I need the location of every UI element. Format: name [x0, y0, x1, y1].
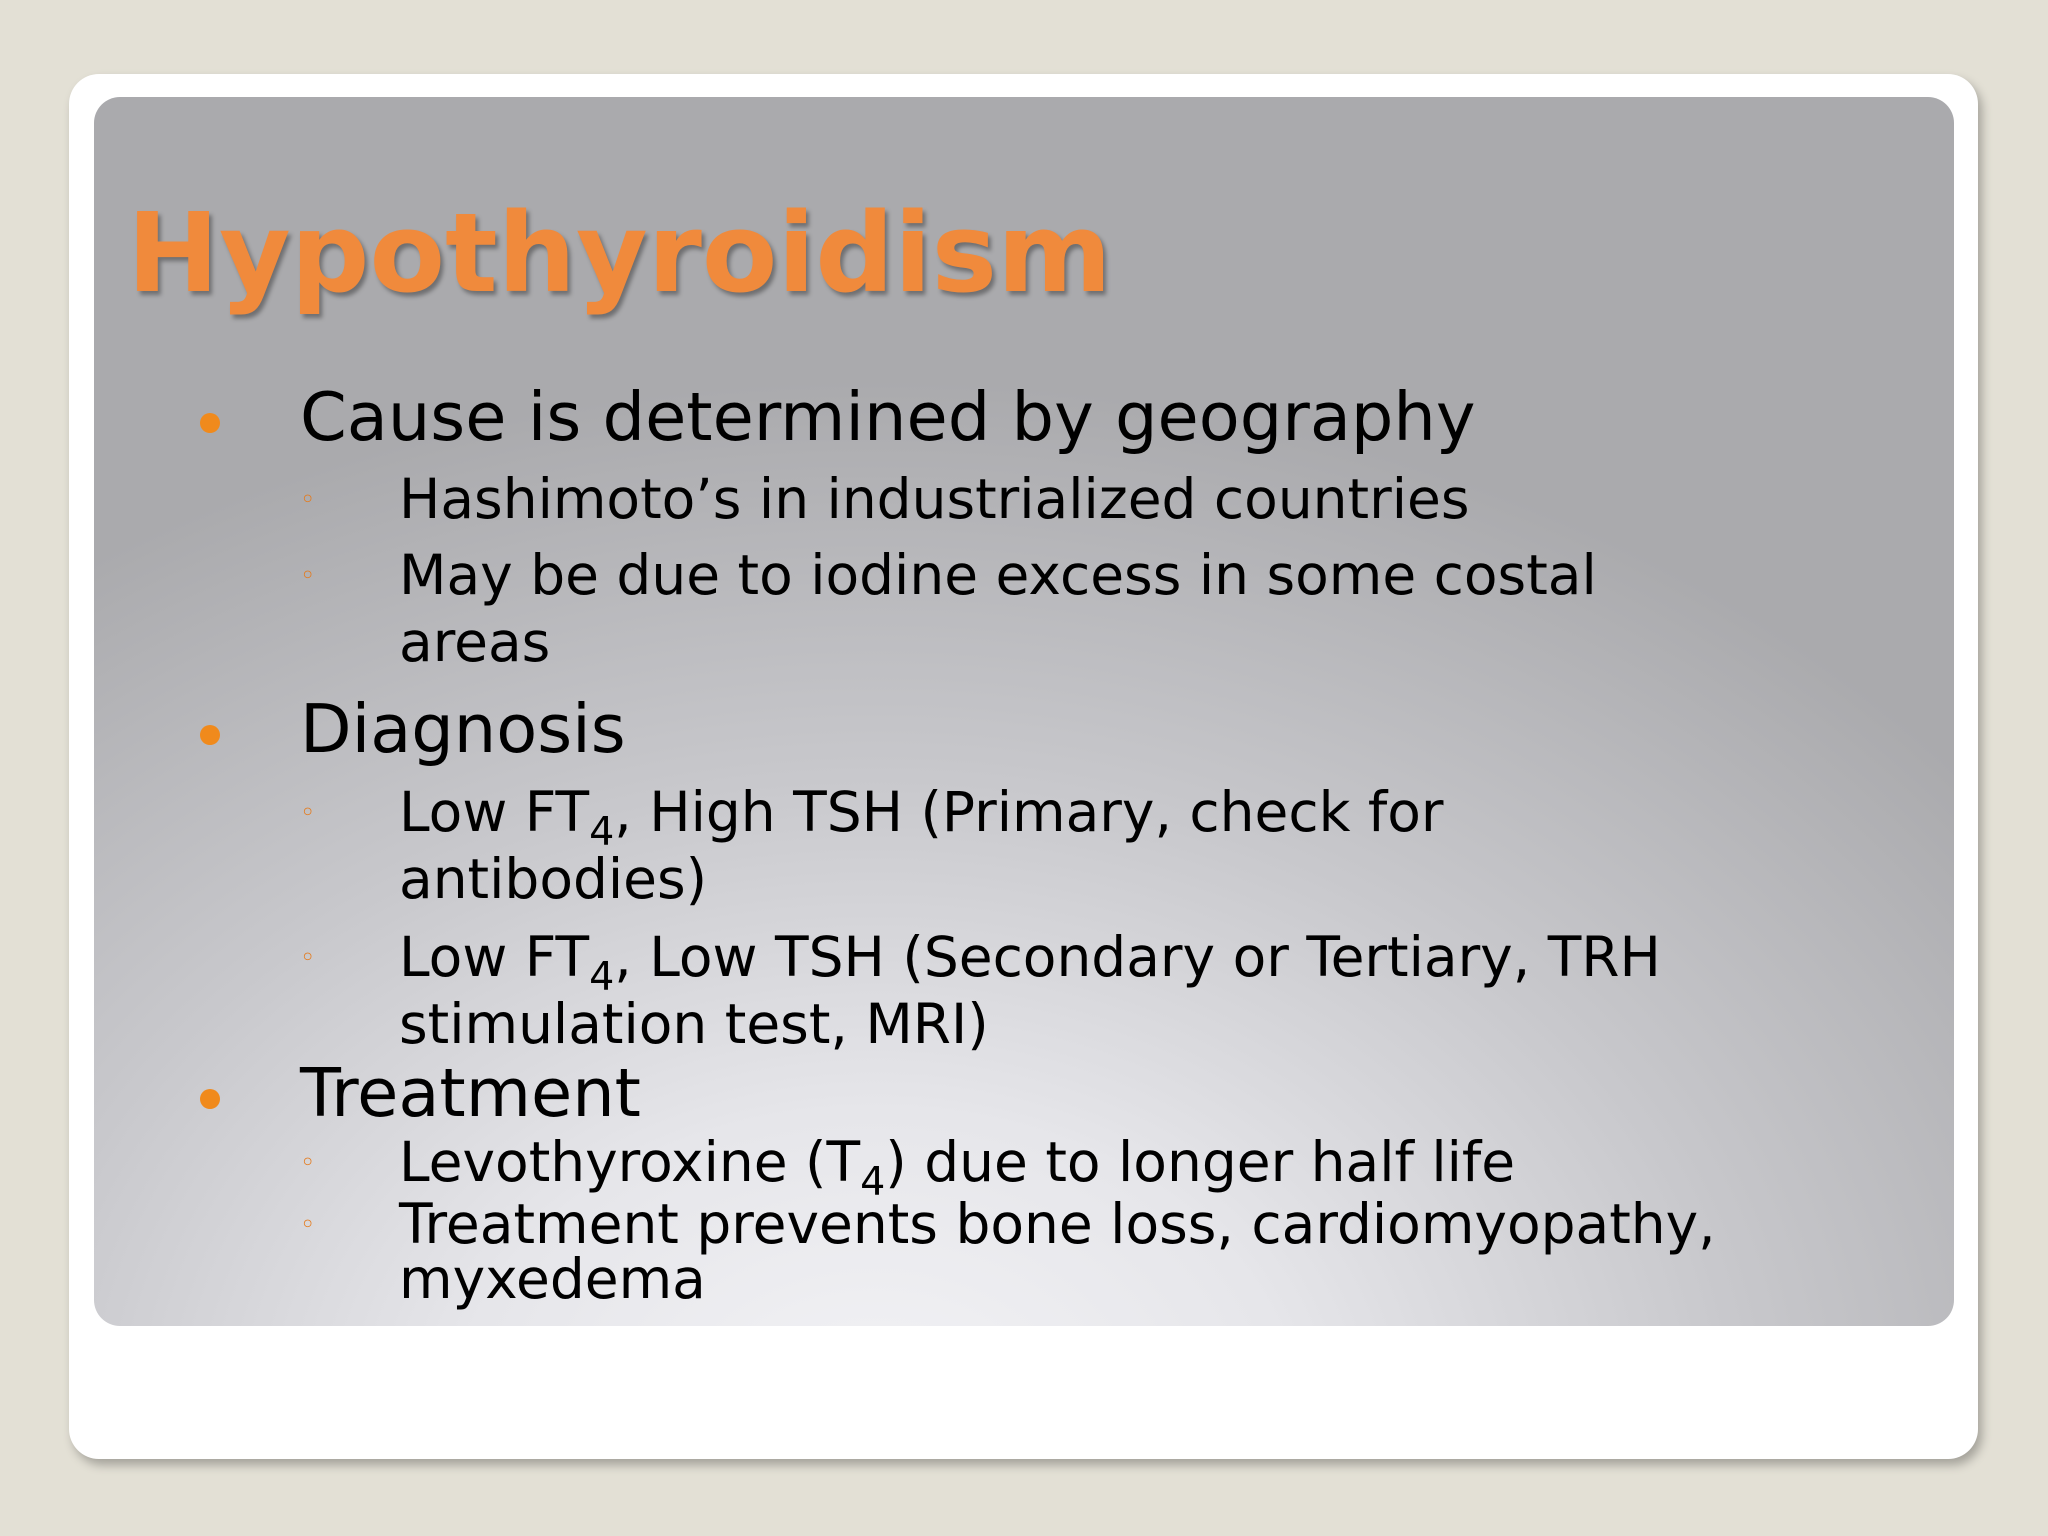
- item-primary-pre: Low FT: [399, 780, 590, 844]
- item-primary-line2: antibodies): [399, 847, 708, 911]
- item-iodine-line1: May be due to iodine excess in some costal: [399, 543, 1597, 607]
- slide-title: Hypothyroidism: [127, 189, 1112, 317]
- section-heading-diagnosis: Diagnosis: [300, 690, 626, 768]
- sub-bullet-icon: ◦: [300, 561, 316, 591]
- item-secondary-pre: Low FT: [399, 925, 590, 989]
- sub-bullet-icon: ◦: [300, 1148, 316, 1178]
- sub-bullet-icon: ◦: [300, 943, 316, 973]
- section-heading-treatment: Treatment: [300, 1054, 641, 1132]
- sub-bullet-icon: ◦: [300, 485, 316, 515]
- sub-bullet-icon: ◦: [300, 1210, 316, 1240]
- item-primary-post: , High TSH (Primary, check for: [614, 780, 1444, 844]
- item-secondary-subscript: 4: [589, 953, 615, 1000]
- section-heading-cause: Cause is determined by geography: [300, 378, 1476, 456]
- item-primary-subscript: 4: [589, 808, 615, 855]
- slide-panel: [94, 97, 1954, 1326]
- item-iodine-line2: areas: [399, 610, 551, 674]
- item-secondary-line2: stimulation test, MRI): [399, 992, 989, 1056]
- item-levo-post: ) due to longer half life: [885, 1130, 1516, 1194]
- item-secondary-post: , Low TSH (Secondary or Tertiary, TRH: [614, 925, 1661, 989]
- item-prevents-line2: myxedema: [399, 1247, 706, 1311]
- sub-bullet-icon: ◦: [300, 798, 316, 828]
- item-levo-subscript: 4: [860, 1158, 886, 1205]
- item-prevents-line1: Treatment prevents bone loss, cardiomyopathy,: [399, 1192, 1716, 1256]
- item-levo-pre: Levothyroxine (T: [399, 1130, 861, 1194]
- item-hashimoto: Hashimoto’s in industrialized countries: [399, 467, 1470, 531]
